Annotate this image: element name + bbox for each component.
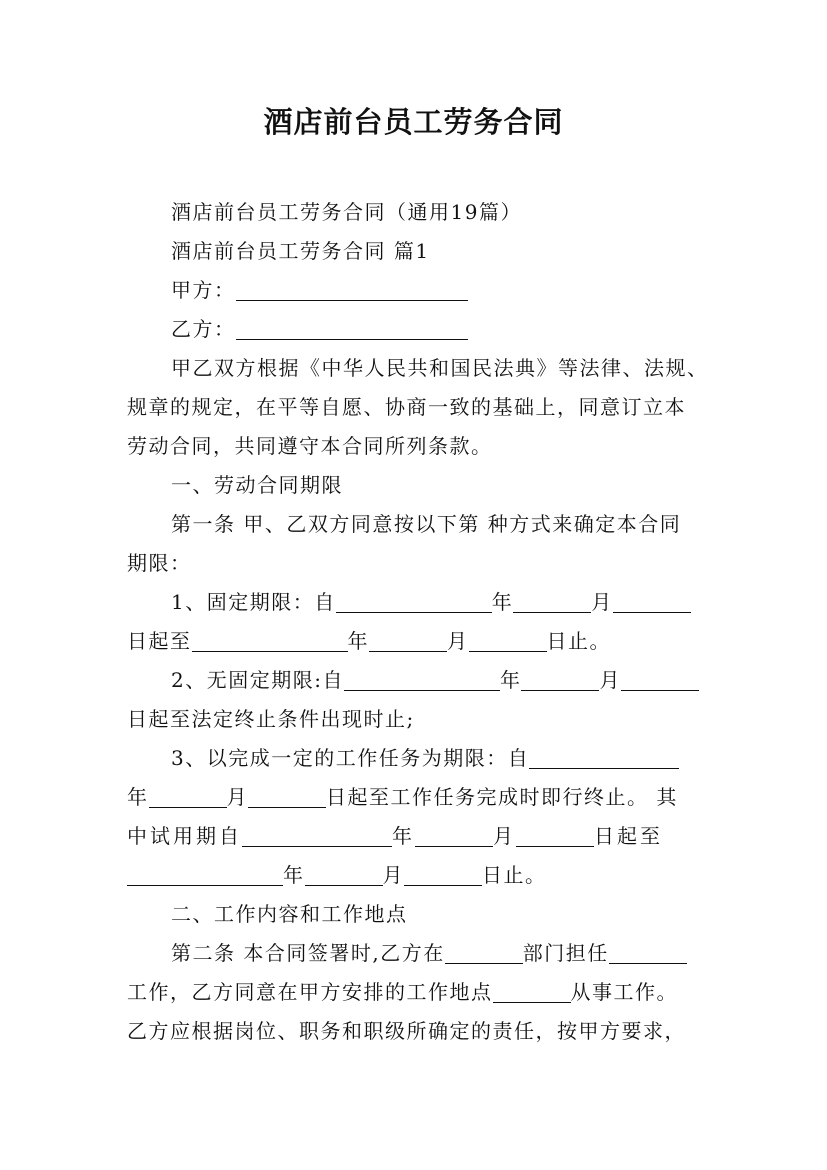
task-start-month-blank — [149, 787, 227, 808]
task-start-year-blank — [529, 748, 679, 769]
party-b-blank — [236, 319, 468, 340]
fixed-end-year-blank — [192, 631, 348, 652]
month-label: 月 — [493, 824, 516, 848]
month-label: 月 — [591, 590, 613, 614]
department-blank — [445, 943, 523, 964]
month-label: 月 — [447, 629, 469, 653]
intro-line-3: 劳动合同，共同遵守本合同所列条款。 — [127, 434, 493, 458]
trial-start-month-blank — [415, 826, 493, 847]
month-label: 月 — [599, 668, 621, 692]
party-b-line — [127, 310, 751, 348]
intro-line-2: 规章的规定，在平等自愿、协商一致的基础上，同意订立本 — [127, 395, 686, 419]
fixed-start-day-blank — [613, 592, 691, 613]
article-2-job: 工作，乙方同意在甲方安排的工作地点 — [127, 980, 493, 1004]
section-1-heading: 一、劳动合同期限 — [171, 473, 343, 497]
year-label: 年 — [392, 824, 415, 848]
month-label: 月 — [382, 863, 404, 887]
fixed-end-day-blank — [469, 631, 547, 652]
year-label: 年 — [283, 863, 305, 887]
article-2-start: 第二条 本合同签署时,乙方在 — [171, 941, 445, 965]
task-term-label: 3、以完成一定的工作任务为期限：自 — [171, 746, 530, 770]
day-from-label: 日起至 — [127, 629, 192, 653]
party-b-label: 乙方： — [171, 317, 236, 341]
month-label: 月 — [226, 785, 248, 809]
year-label: 年 — [491, 590, 514, 614]
task-term-line-2 — [127, 778, 707, 816]
day-end-label: 日止。 — [482, 863, 547, 887]
fixed-start-month-blank — [513, 592, 591, 613]
task-term-line-3 — [127, 817, 707, 855]
trial-day-label: 日起至 — [594, 824, 663, 848]
position-blank — [609, 943, 687, 964]
open-term-line-1 — [127, 661, 751, 699]
trial-end-day-blank — [404, 865, 482, 886]
article-2-dept: 部门担任 — [522, 941, 609, 965]
fixed-end-month-blank — [369, 631, 447, 652]
year-label: 年 — [347, 629, 369, 653]
intro-line-1: 甲乙双方根据《中华人民共和国民法典》等法律、法规、 — [171, 356, 709, 380]
fixed-term-label: 1、固定期限：自 — [171, 590, 336, 614]
open-start-month-blank — [521, 670, 599, 691]
article-2-line-1 — [127, 934, 751, 972]
work-place-blank — [493, 982, 571, 1003]
document-title: 酒店前台员工劳务合同 — [263, 105, 564, 139]
fixed-start-year-blank — [336, 592, 492, 613]
chapter-heading: 酒店前台员工劳务合同 篇1 — [171, 239, 430, 263]
party-a-label: 甲方： — [171, 278, 236, 302]
open-term-label: 2、无固定期限:自 — [171, 668, 344, 692]
task-term-line-4 — [127, 856, 707, 894]
article-1-line-1: 第一条 甲、乙双方同意按以下第 种方式来确定本合同 — [171, 512, 682, 536]
open-start-year-blank — [344, 670, 500, 691]
year-label: 年 — [127, 785, 149, 809]
task-term-line-1 — [127, 739, 751, 777]
open-term-line-2: 日起至法定终止条件出现时止; — [127, 707, 415, 731]
trial-start-year-blank — [242, 826, 392, 847]
day-end-label: 日止。 — [546, 629, 611, 653]
fixed-term-line-1 — [127, 583, 751, 621]
task-rest-text: 日起至工作任务完成时即行终止。 其 — [326, 785, 678, 809]
trial-end-year-blank — [127, 865, 283, 886]
trial-end-month-blank — [305, 865, 383, 886]
fixed-term-line-2 — [127, 622, 707, 660]
article-2-line-2 — [127, 973, 707, 1011]
party-a-line — [127, 271, 751, 309]
article-2-line-3: 乙方应根据岗位、职务和职级所确定的责任，按甲方要求， — [127, 1019, 686, 1043]
article-2-work: 从事工作。 — [570, 980, 678, 1004]
year-label: 年 — [499, 668, 522, 692]
section-2-heading: 二、工作内容和工作地点 — [171, 902, 408, 926]
party-a-blank — [236, 280, 468, 301]
trial-label: 中试用期自 — [127, 824, 242, 848]
article-1-line-2: 期限： — [127, 551, 192, 575]
task-start-day-blank — [248, 787, 326, 808]
open-start-day-blank — [621, 670, 699, 691]
document-subtitle: 酒店前台员工劳务合同（通用19篇） — [171, 200, 522, 224]
trial-start-day-blank — [516, 826, 594, 847]
